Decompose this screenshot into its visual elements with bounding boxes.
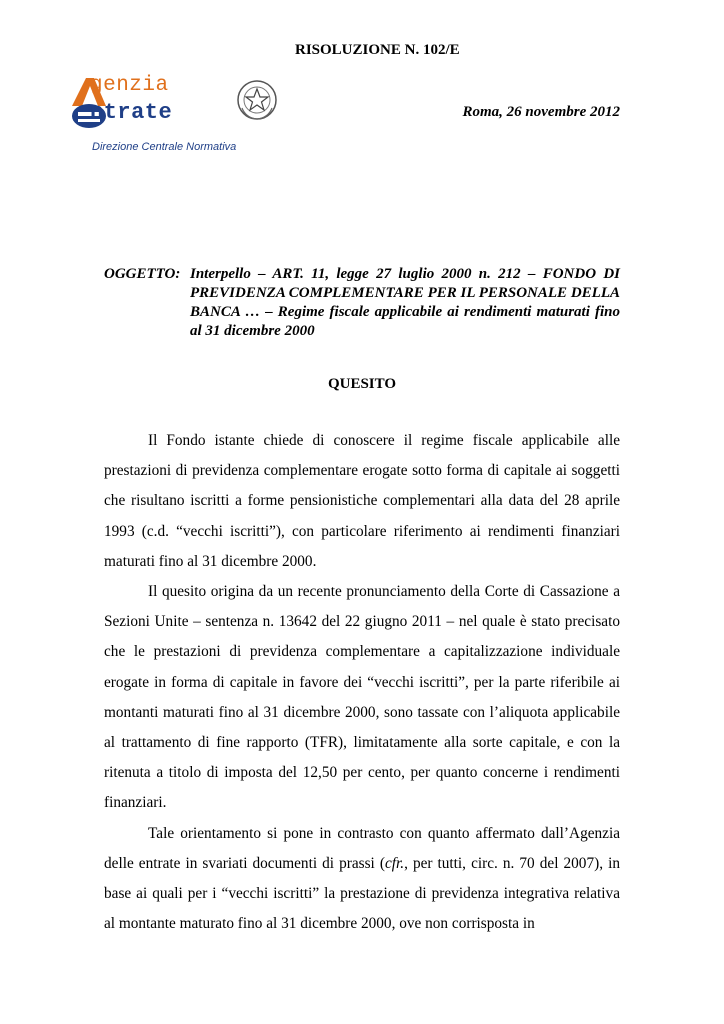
logo-text-agenzia: genzia xyxy=(90,74,169,97)
paragraph-3 xyxy=(104,819,620,940)
logo-text-entrate: ntrate xyxy=(90,100,173,125)
section-heading-quesito: QUESITO xyxy=(327,376,397,392)
document-body xyxy=(104,426,620,939)
oggetto-text: Interpello – ART. 11, legge 27 luglio 2000 n. 212 – FONDO DI PREVIDENZA COMPLEMENTARE PER IL PERSONALE DELLA BANCA … – Regime fiscale applicabile ai rendimenti maturati fino al 31 dicembre 2000 xyxy=(190,266,620,339)
direzione-label: Direzione Centrale Normativa xyxy=(92,141,237,153)
agenzia-entrate-logo xyxy=(70,72,280,132)
document-date: Roma, 26 novembre 2012 xyxy=(462,104,620,120)
paragraph-2: Il quesito origina da un recente pronunciamento della Corte di Cassazione a Sezioni Unite – sentenza n. 13642 del 22 giugno 2011 – nel quale è stato precisato che le prestazioni di previdenza complementare a capitalizzazione individuale erogate in forma di capitale in favore dei “vecchi iscritti”, per la parte riferibile ai montanti maturati fino al 31 dicembre 2000, sono tassate con l’aliquota applicabile al trattamento di fine rapporto (TFR), limitatamente alla sorte capitale, e con la ritenuta a titolo di imposta del 12,50 per cento, per quanto concerne i rendimenti finanziari. xyxy=(104,583,620,812)
oggetto-label: OGGETTO: xyxy=(104,266,181,282)
paragraph-1: Il Fondo istante chiede di conoscere il regime fiscale applicabile alle prestazioni di previdenza complementare erogate sotto forma di capitale ai soggetti che risultano iscritti a forme pensionistiche complementari alla data del 28 aprile 1993 (c.d. “vecchi iscritti”), con particolare riferimento ai rendimenti finanziari maturati fino al 31 dicembre 2000. xyxy=(104,432,620,570)
resolution-number: RISOLUZIONE N. 102/E xyxy=(295,42,460,58)
cfr-abbreviation: cfr. xyxy=(384,854,405,872)
paragraph-3-part-b: , per tutti, circ. n. 70 del 2007), in base ai quali per i “vecchi iscritti” la prestazione di previdenza integrativa relativa al montante maturato fino al 31 dicembre 2000, ove non corrisposta in xyxy=(104,854,620,933)
paragraph-3-part-a: Tale orientamento si pone in contrasto con quanto affermato dall’Agenzia delle entrate in svariati documenti di prassi ( xyxy=(104,824,620,872)
republic-emblem-icon xyxy=(236,78,278,122)
